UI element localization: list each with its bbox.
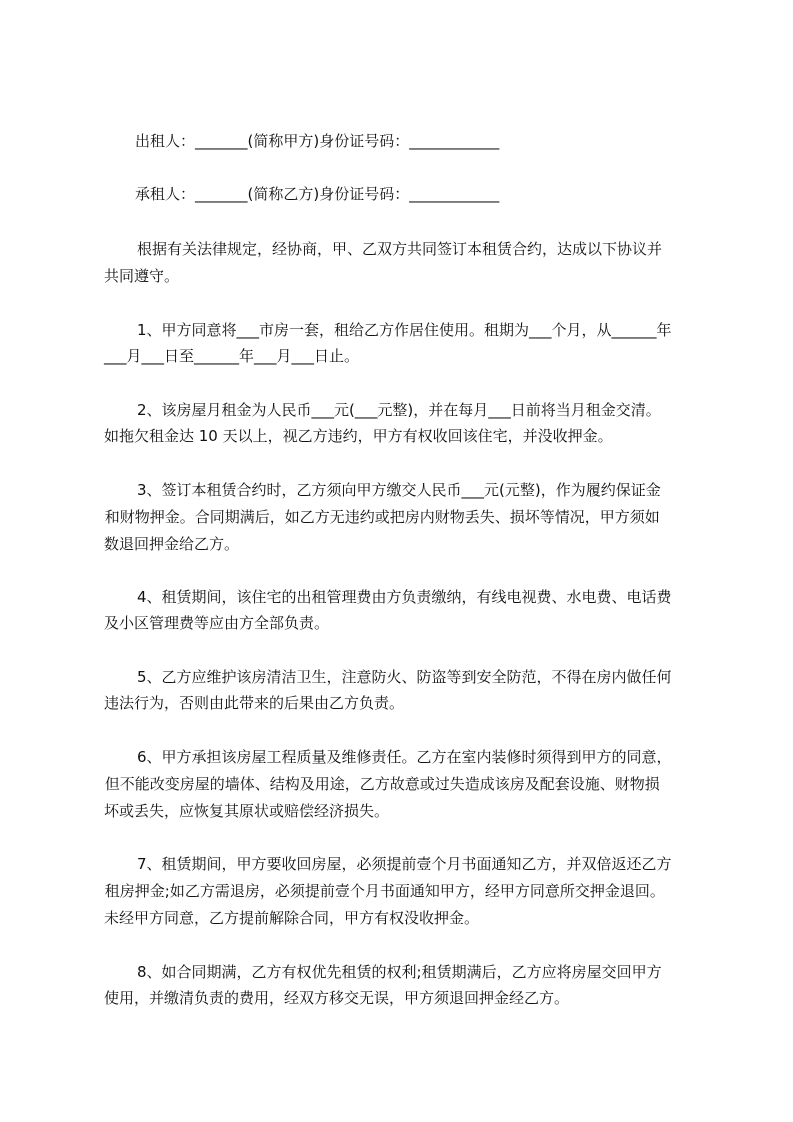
clause-5-line-1: 5、乙方应维护该房清洁卫生，注意防火、防盗等到安全防范，不得在房内做任何 — [137, 668, 672, 686]
clause-4-line-1: 4、租赁期间，该住宅的出租管理费由方负责缴纳，有线电视费、水电费、电话费 — [137, 588, 672, 606]
clause-1-line-2: ___月___日至______年___月___日止。 — [104, 347, 360, 365]
clause-2-line-2: 如拖欠租金达 10 天以上，视乙方违约，甲方有权收回该住宅，并没收押金。 — [104, 427, 613, 445]
clause-7-line-1: 7、租赁期间，甲方要收回房屋，必须提前壹个月书面通知乙方，并双倍返还乙方 — [137, 855, 672, 873]
clause-7-line-3: 未经甲方同意，乙方提前解除合同，甲方有权没收押金。 — [104, 909, 480, 927]
lessor-line: 出租人：_______(简称甲方)身份证号码：____________ — [135, 132, 500, 150]
clause-8-line-1: 8、如合同期满，乙方有权优先租赁的权利;租赁期满后，乙方应将房屋交回甲方 — [137, 963, 662, 981]
lessee-line: 承租人：_______(简称乙方)身份证号码：____________ — [135, 185, 500, 203]
clause-7-line-2: 租房押金;如乙方需退房，必须提前壹个月书面通知甲方，经甲方同意所交押金退回。 — [100, 882, 665, 900]
clause-2-line-1: 2、该房屋月租金为人民币___元(___元整)，并在每月___日前将当月租金交清。 — [137, 401, 661, 419]
clause-5-line-2: 违法行为，否则由此带来的后果由乙方负责。 — [104, 694, 405, 712]
intro-line-1: 根据有关法律规定，经协商，甲、乙双方共同签订本租赁合约，达成以下协议并 — [137, 240, 663, 258]
intro-line-2: 共同遵守。 — [104, 267, 180, 285]
clause-3-line-1: 3、签订本租赁合约时，乙方须向甲方缴交人民币___元(元整)，作为履约保证金 — [137, 481, 661, 499]
clause-4-line-2: 及小区管理费等应由方全部负责。 — [104, 614, 330, 632]
clause-8-line-2: 使用，并缴清负责的费用，经双方移交无误，甲方须退回押金经乙方。 — [104, 989, 570, 1007]
clause-6-line-1: 6、甲方承担该房屋工程质量及维修责任。乙方在室内装修时须得到甲方的同意， — [137, 748, 672, 766]
clause-6-line-3: 坏或丢失，应恢复其原状或赔偿经济损失。 — [104, 802, 390, 820]
clause-6-line-2: 但不能改变房屋的墙体、结构及用途，乙方故意或过失造成该房及配套设施、财物损 — [100, 775, 660, 793]
clause-3-line-3: 数退回押金给乙方。 — [104, 535, 240, 553]
clause-1-line-1: 1、甲方同意将___市房一套，租给乙方作居住使用。租期为___个月，从______年 — [137, 321, 672, 339]
clause-3-line-2: 和财物押金。合同期满后，如乙方无违约或把房内财物丢失、损坏等情况，甲方须如 — [100, 508, 660, 526]
